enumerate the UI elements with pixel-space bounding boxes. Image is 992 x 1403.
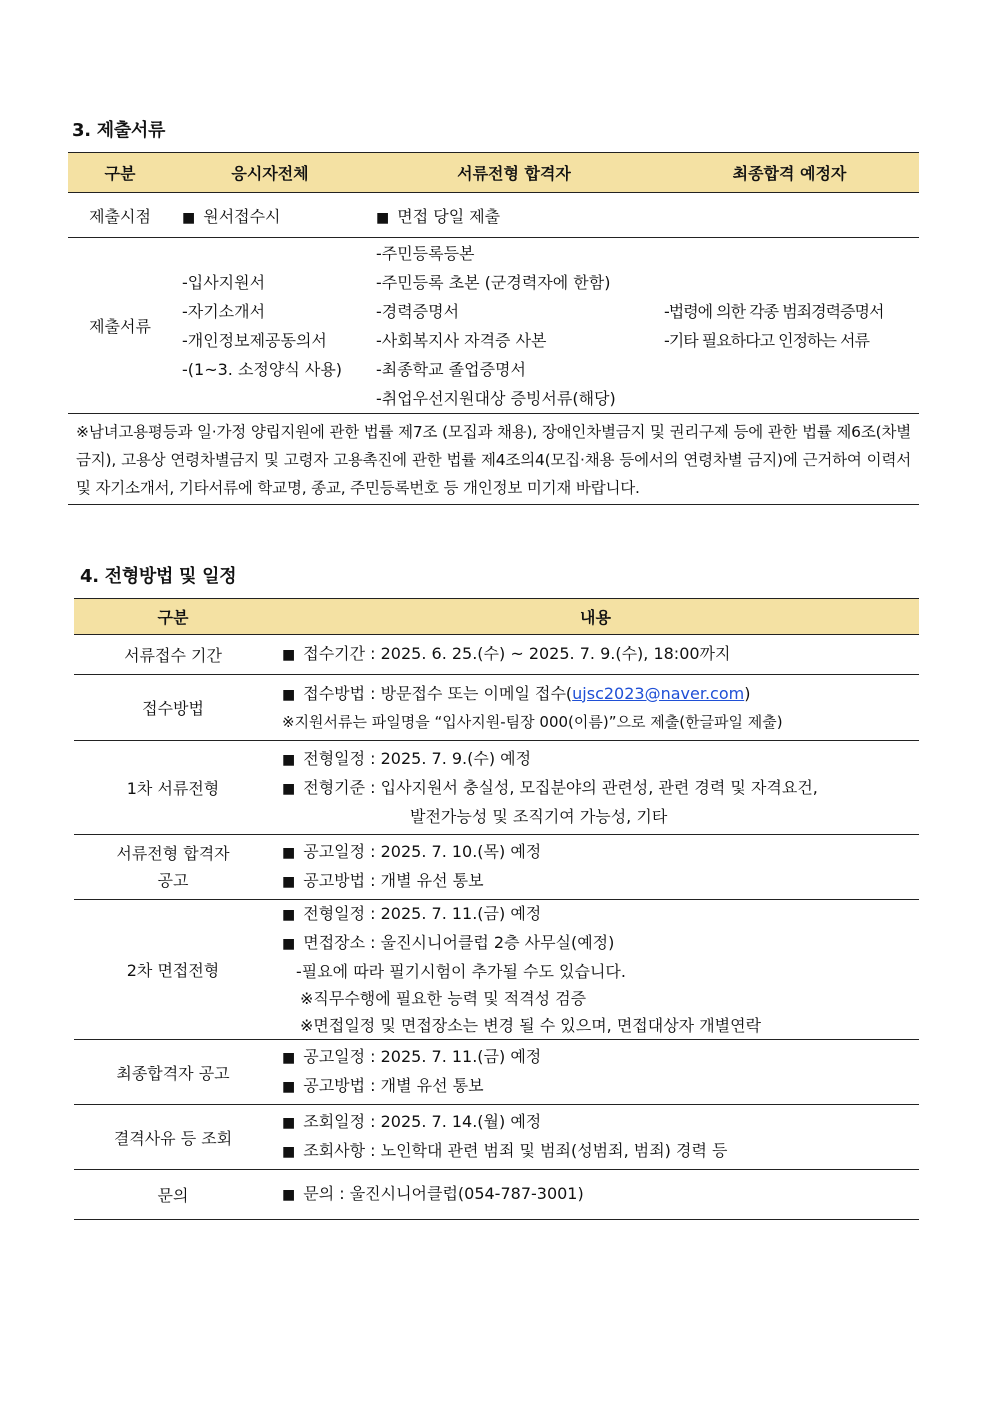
section4-title: 4. 전형방법 및 일정 xyxy=(80,566,237,587)
header-final-candidates: 최종합격 예정자 xyxy=(660,153,919,193)
schedule-row xyxy=(74,900,919,1040)
schedule-row xyxy=(74,1170,919,1220)
list-item: -주민등록등본 xyxy=(376,243,475,263)
submission-time-all: ■ 원서접수시 xyxy=(182,207,281,226)
schedule-row xyxy=(74,675,919,741)
privacy-notice: ※남녀고용평등과 일·가정 양립지원에 관한 법률 제7조 (모집과 채용), 장애인차별금지 및 권리구제 등에 관한 법률 제6조(차별금지), 고용상 연령차별금지 및 고령자 고용촉진에 관한 법률 제4조의4(모집·채용 등에서의 연령차별 금지)에 근거하여 이력서 및 자기소개서, 기타서류에 학교명, 종교, 주민등록번호 등 개인정보 미기재 바랍니다. xyxy=(68,414,919,505)
list-item: -취업우선지원대상 증빙서류(해당) xyxy=(376,388,616,408)
list-item: -입사지원서 xyxy=(182,272,266,292)
list-item: -최종학교 졸업증명서 xyxy=(376,359,526,379)
row-line: ■ 공고방법 : 개별 유선 통보 xyxy=(282,1072,919,1101)
row-label: 서류접수 기간 xyxy=(74,635,272,675)
submission-documents-row xyxy=(68,238,919,414)
row-line-continued: 발전가능성 및 조직기여 가능성, 기타 xyxy=(410,807,668,826)
list-item: -경력증명서 xyxy=(376,301,460,321)
submission-time-row xyxy=(68,193,919,238)
row-note: ※지원서류는 파일명을 “입사지원-팀장 000(이름)”으로 제출(한글파일 제출) xyxy=(282,712,783,731)
row-label: 1차 서류전형 xyxy=(74,741,272,835)
row-note: -필요에 따라 필기시험이 추가될 수도 있습니다. xyxy=(296,962,626,981)
schedule-row xyxy=(74,1105,919,1170)
documents-header-row xyxy=(68,153,919,193)
list-item: -사회복지사 자격증 사본 xyxy=(376,330,547,350)
row-line: ■ 전형일정 : 2025. 7. 11.(금) 예정 xyxy=(282,900,919,929)
submission-documents-label: 제출서류 xyxy=(68,238,172,414)
schedule-row xyxy=(74,741,919,835)
row-label: 서류전형 합격자 공고 xyxy=(74,835,272,900)
schedule-row xyxy=(74,835,919,900)
schedule-table xyxy=(74,598,919,1220)
passers-documents xyxy=(368,238,660,414)
list-item: -(1~3. 소정양식 사용) xyxy=(182,359,343,379)
row-label: 결격사유 등 조회 xyxy=(74,1105,272,1170)
list-item: -법령에 의한 각종 범죄경력증명서 xyxy=(664,301,884,321)
schedule-row xyxy=(74,635,919,675)
header-category: 구분 xyxy=(68,153,172,193)
header-category: 구분 xyxy=(74,599,272,635)
documents-table xyxy=(68,152,919,505)
row-label: 접수방법 xyxy=(74,675,272,741)
row-line: ■ 접수방법 : 방문접수 또는 이메일 접수(ujsc2023@naver.com) xyxy=(282,680,919,709)
header-document-passers: 서류전형 합격자 xyxy=(368,153,660,193)
section3-title: 3. 제출서류 xyxy=(72,120,166,141)
header-content: 내용 xyxy=(272,599,919,635)
schedule-header-row xyxy=(74,599,919,635)
submission-time-passers: ■ 면접 당일 제출 xyxy=(376,207,500,226)
list-item: -자기소개서 xyxy=(182,301,266,321)
row-label: 문의 xyxy=(74,1170,272,1220)
email-link[interactable]: ujsc2023@naver.com xyxy=(572,683,745,703)
final-candidates-documents xyxy=(660,238,919,414)
row-line: ■ 전형일정 : 2025. 7. 9.(수) 예정 xyxy=(282,745,919,774)
notice-row xyxy=(68,414,919,505)
submission-time-label: 제출시점 xyxy=(68,193,172,238)
row-line: ■ 문의 : 울진시니어클럽(054-787-3001) xyxy=(282,1180,919,1209)
row-label: 2차 면접전형 xyxy=(74,900,272,1040)
list-item: -주민등록 초본 (군경력자에 한함) xyxy=(376,272,611,292)
row-label: 최종합격자 공고 xyxy=(74,1040,272,1105)
schedule-row xyxy=(74,1040,919,1105)
row-line: ■ 조회일정 : 2025. 7. 14.(월) 예정 xyxy=(282,1108,919,1137)
row-line: ■ 접수기간 : 2025. 6. 25.(수) ~ 2025. 7. 9.(수), 18:00까지 xyxy=(282,640,919,669)
row-line: ■ 공고방법 : 개별 유선 통보 xyxy=(282,867,919,896)
list-item: -기타 필요하다고 인정하는 서류 xyxy=(664,330,869,350)
row-line: ■ 공고일정 : 2025. 7. 10.(목) 예정 xyxy=(282,838,919,867)
row-line: ■ 전형기준 : 입사지원서 충실성, 모집분야의 관련성, 관련 경력 및 자격요건, xyxy=(282,774,919,803)
row-note: ※직무수행에 필요한 능력 및 적격성 검증 xyxy=(300,989,587,1008)
row-line: ■ 조회사항 : 노인학대 관련 범죄 및 범죄(성범죄, 범죄) 경력 등 xyxy=(282,1137,919,1166)
all-applicants-documents xyxy=(172,238,368,414)
row-line: ■ 공고일정 : 2025. 7. 11.(금) 예정 xyxy=(282,1043,919,1072)
list-item: -개인정보제공동의서 xyxy=(182,330,327,350)
row-line: ■ 면접장소 : 울진시니어클럽 2층 사무실(예정) xyxy=(282,929,919,958)
header-all-applicants: 응시자전체 xyxy=(172,153,368,193)
row-note: ※면접일정 및 면접장소는 변경 될 수 있으며, 면접대상자 개별연락 xyxy=(300,1016,762,1035)
